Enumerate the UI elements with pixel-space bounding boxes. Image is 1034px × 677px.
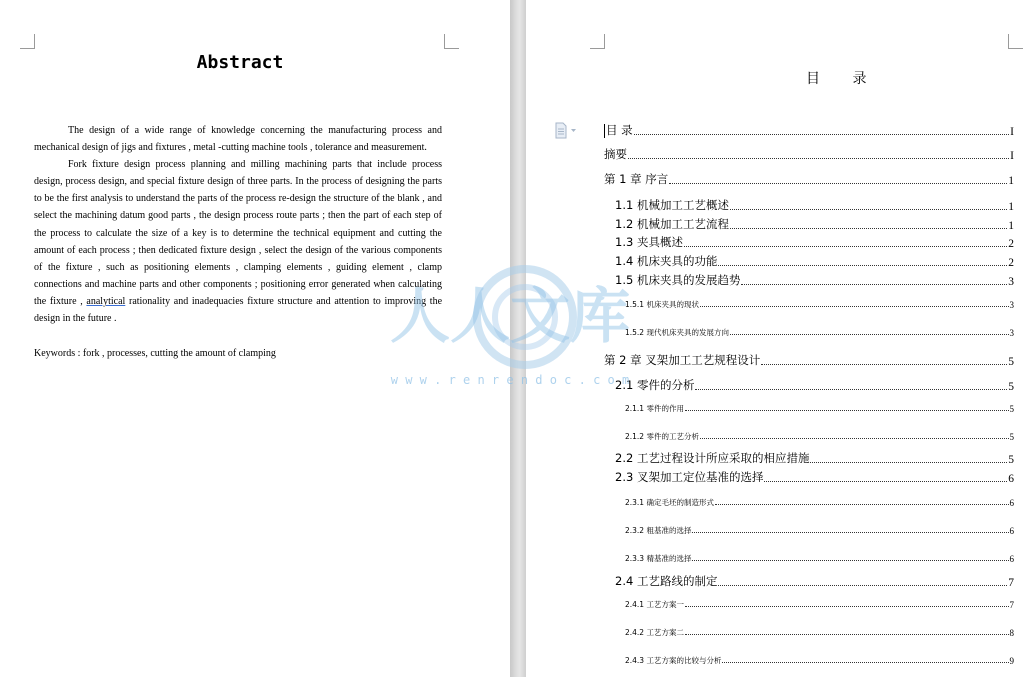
- abstract-paragraph-1[interactable]: The design of a wide range of knowledge concerning the manufacturing process and mechanical design of jigs and fixtures , metal -cutting machine tools , tolerance and measurement.: [34, 125, 442, 154]
- toc-entry[interactable]: [604, 553, 1014, 564]
- toc-page-number: 5: [1008, 381, 1014, 393]
- toc-title: 目 录: [806, 71, 881, 87]
- toc-leader-dots: [715, 504, 1009, 505]
- toc-page-number: 2: [1008, 238, 1014, 250]
- watermark-text: 人人文库: [390, 282, 630, 352]
- toc-entry[interactable]: [604, 431, 1014, 442]
- toc-entry[interactable]: [604, 525, 1014, 536]
- text-cursor: [604, 124, 605, 138]
- toc-leader-dots: [692, 532, 1008, 533]
- toc-leader-dots: [761, 364, 1007, 365]
- toc-leader-dots: [730, 228, 1007, 229]
- toc-page-number: 7: [1008, 577, 1014, 589]
- toc-entry[interactable]: [604, 377, 1014, 393]
- toc-entry-text: 摘要: [604, 147, 627, 161]
- toc-entry[interactable]: [604, 327, 1014, 338]
- toc-leader-dots: [700, 438, 1009, 439]
- toc-entry[interactable]: [604, 146, 1014, 162]
- toc-leader-dots: [685, 410, 1009, 411]
- page-gutter: [510, 0, 526, 677]
- keywords[interactable]: Keywords : fork , processes, cutting the amount of clamping: [34, 348, 276, 360]
- toc-leader-dots: [634, 134, 1010, 135]
- toc-page-number: 9: [1009, 656, 1014, 666]
- toc-entry-text: 2.1 零件的分析: [615, 378, 695, 392]
- toc-leader-dots: [718, 585, 1007, 586]
- toc-page-number: 3: [1009, 328, 1014, 338]
- toc-leader-dots: [741, 284, 1007, 285]
- toc-entry[interactable]: [604, 450, 1014, 466]
- toc-page-number: 2: [1008, 257, 1014, 269]
- toc-entry-text: 1.5.1 机床夹具的现状: [625, 300, 699, 309]
- toc-leader-dots: [810, 462, 1007, 463]
- toc-entry-text: 2.3.2 粗基准的选择: [625, 526, 692, 535]
- abstract-text: Fork fixture design process planning and milling machining parts that include process design, process design, and special fixture design of three parts. In the process of designing the parts to be the first analysis to understand the parts of the process re-design the structure of the blank , and select the machining datum good parts , the design process route parts ; then the part of each step of the process to calculate the size of a key is to determine the technical equipment and cutting the amount of each process ; then dedicated fixture design , select the design of the various components of the fixture , such as positioning elements , clamping elements , guiding element , clamp connections and machine parts and other components ; positioning error generated when calculating the fixture ,: [34, 159, 442, 307]
- toc-entry[interactable]: [604, 352, 1014, 368]
- toc-page-number: 1: [1008, 220, 1014, 232]
- toc-entry-text: 1.4 机床夹具的功能: [615, 254, 718, 268]
- toc-entry[interactable]: [604, 599, 1014, 610]
- toc-entry[interactable]: [604, 197, 1014, 213]
- toc-entry[interactable]: [604, 253, 1014, 269]
- toc-page-number: 7: [1009, 600, 1014, 610]
- toc-entry-text: 2.2 工艺过程设计所应采取的相应措施: [615, 451, 810, 465]
- toc-entry-text: 1.3 夹具概述: [615, 235, 683, 249]
- toc-entry[interactable]: [604, 573, 1014, 589]
- toc-entry[interactable]: [604, 216, 1014, 232]
- chevron-down-icon: [571, 129, 576, 132]
- abstract-text: rationality and inadequacies fixture structure and attention to improving the design in the future .: [34, 295, 443, 325]
- toc-page-number: 1: [1008, 175, 1014, 187]
- toc-entry[interactable]: [604, 655, 1014, 666]
- toc-leader-dots: [730, 209, 1007, 210]
- toc-entry-text: 1.2 机械加工工艺流程: [615, 217, 729, 231]
- toc-entry[interactable]: [604, 234, 1014, 250]
- toc-page-number: 1: [1008, 201, 1014, 213]
- toc-entry-text: 2.4.3 工艺方案的比较与分析: [625, 656, 722, 665]
- toc-entry-text: 第 2 章 叉架加工工艺规程设计: [604, 353, 761, 367]
- toc-page-number: 3: [1008, 276, 1014, 288]
- toc-entry[interactable]: [604, 627, 1014, 638]
- toc-entry[interactable]: [604, 469, 1014, 485]
- toc-entry-text: 1.5.2 现代机床夹具的发展方向: [625, 328, 729, 337]
- toc-leader-dots: [684, 246, 1007, 247]
- toc-entry[interactable]: [604, 171, 1014, 187]
- toc-leader-dots: [722, 662, 1008, 663]
- toc-page-number: 6: [1009, 554, 1014, 564]
- toc-page-number: 5: [1009, 432, 1014, 442]
- toc-page-number: 6: [1008, 473, 1014, 485]
- right-page: [526, 0, 1034, 677]
- toc-entry[interactable]: [604, 299, 1014, 310]
- toc-leader-dots: [764, 481, 1007, 482]
- crop-mark: [590, 34, 605, 49]
- toc-leader-dots: [628, 158, 1009, 159]
- toc-page-number: 5: [1008, 356, 1014, 368]
- toc-entry[interactable]: [604, 403, 1014, 414]
- crop-mark: [20, 34, 35, 49]
- toc-entry-text: 2.4.1 工艺方案一: [625, 600, 684, 609]
- document-icon: [554, 122, 580, 140]
- toc-entry-text: 2.4 工艺路线的制定: [615, 574, 718, 588]
- toc-entry-text: 2.1.2 零件的工艺分析: [625, 432, 699, 441]
- toc-page-number: I: [1010, 126, 1014, 138]
- toc-page-number: 3: [1009, 300, 1014, 310]
- watermark-url: w w w . r e n r e n d o c . c o m: [390, 373, 630, 387]
- toc-entry-text: 2.3 叉架加工定位基准的选择: [615, 470, 764, 484]
- toc-leader-dots: [669, 183, 1007, 184]
- toc-options-button[interactable]: [554, 122, 580, 140]
- toc-page-number: I: [1010, 150, 1014, 162]
- toc-entry-text: 2.1.1 零件的作用: [625, 404, 684, 413]
- toc-leader-dots: [695, 389, 1007, 390]
- abstract-paragraph-2[interactable]: [34, 156, 442, 327]
- toc-page-number: 6: [1009, 498, 1014, 508]
- toc-leader-dots: [730, 334, 1009, 335]
- toc-page-number: 5: [1009, 404, 1014, 414]
- toc-leader-dots: [685, 634, 1009, 635]
- toc-entry-text: 1.5 机床夹具的发展趋势: [615, 273, 741, 287]
- toc-leader-dots: [685, 606, 1009, 607]
- toc-page-number: 5: [1008, 454, 1014, 466]
- toc-entry[interactable]: [604, 497, 1014, 508]
- toc-leader-dots: [700, 306, 1009, 307]
- toc-entry[interactable]: [604, 122, 1014, 138]
- toc-entry-text: 2.3.1 确定毛坯的制造形式: [625, 498, 714, 507]
- toc-entry-text: 第 1 章 序言: [604, 172, 669, 186]
- toc-leader-dots: [692, 560, 1008, 561]
- toc-page-number: 6: [1009, 526, 1014, 536]
- toc-leader-dots: [718, 265, 1007, 266]
- crop-mark: [1008, 34, 1023, 49]
- abstract-body[interactable]: [34, 122, 442, 362]
- toc-entry-text: 2.3.3 精基准的选择: [625, 554, 692, 563]
- toc-page-number: 8: [1009, 628, 1014, 638]
- abstract-title: Abstract: [196, 52, 284, 73]
- crop-mark: [444, 34, 459, 49]
- toc-entry-text: 目 录: [606, 123, 633, 137]
- toc-entry-text: 2.4.2 工艺方案二: [625, 628, 684, 637]
- toc-entry[interactable]: [604, 272, 1014, 288]
- spellcheck-word: analytical: [86, 295, 126, 307]
- left-page: [0, 0, 510, 677]
- toc-entry-text: 1.1 机械加工工艺概述: [615, 198, 729, 212]
